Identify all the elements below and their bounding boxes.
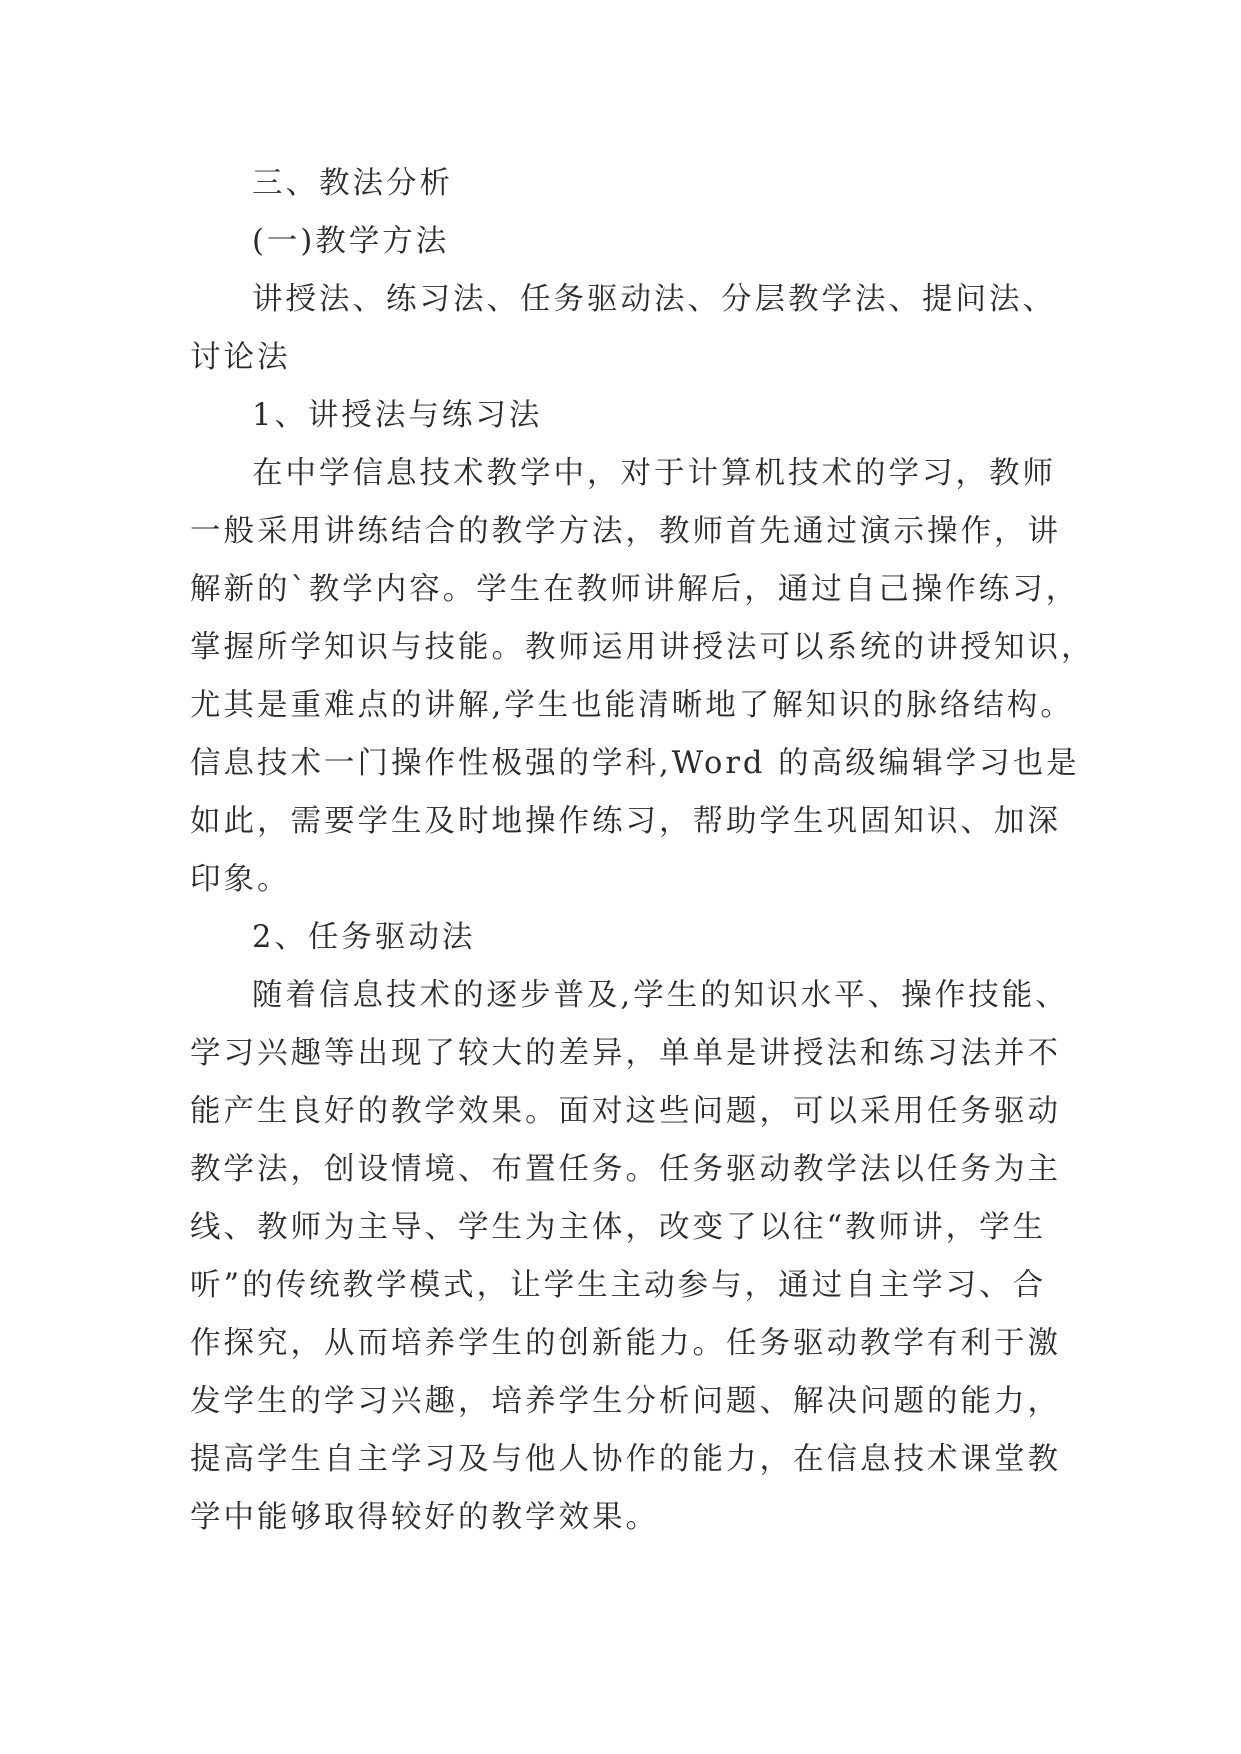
item2-heading: 2、任务驱动法 xyxy=(252,920,476,955)
paragraph-line: 学习兴趣等出现了较大的差异，单单是讲授法和练习法并不 xyxy=(190,1036,1061,1071)
paragraph-line: 解新的`教学内容。学生在教师讲解后，通过自己操作练习， xyxy=(190,572,1080,607)
paragraph-line: 提高学生自主学习及与他人协作的能力，在信息技术课堂教 xyxy=(190,1442,1061,1477)
paragraph-line: 尤其是重难点的讲解,学生也能清晰地了解知识的脉络结构。 xyxy=(190,688,1074,723)
subsection-heading: (一)教学方法 xyxy=(252,224,450,259)
paragraph-line: 发学生的学习兴趣，培养学生分析问题、解决问题的能力， xyxy=(190,1384,1061,1419)
paragraph-line: 讨论法 xyxy=(190,340,291,375)
paragraph-line: 如此，需要学生及时地操作练习，帮助学生巩固知识、加深 xyxy=(190,804,1061,839)
paragraph-line: 在中学信息技术教学中，对于计算机技术的学习，教师 xyxy=(252,456,1056,491)
item1-heading: 1、讲授法与练习法 xyxy=(252,398,543,433)
paragraph-line: 教学法，创设情境、布置任务。任务驱动教学法以任务为主 xyxy=(190,1152,1061,1187)
paragraph-line: 线、教师为主导、学生为主体，改变了以往“教师讲，学生 xyxy=(190,1210,1047,1245)
methods-paragraph xyxy=(190,271,1070,387)
paragraph-line: 学中能够取得较好的教学效果。 xyxy=(190,1500,659,1535)
paragraph-line: 一般采用讲练结合的教学方法，教师首先通过演示操作，讲 xyxy=(190,514,1061,549)
section-heading: 三、教法分析 xyxy=(252,166,453,201)
paragraph-line: 讲授法、练习法、任务驱动法、分层教学法、提问法、 xyxy=(252,282,1056,317)
paragraph-line: 印象。 xyxy=(190,862,291,897)
paragraph-line: 随着信息技术的逐步普及,学生的知识水平、操作技能、 xyxy=(252,978,1069,1013)
item1-paragraph xyxy=(190,445,1095,909)
document-body xyxy=(190,155,1095,1547)
paragraph-line: 作探究，从而培养学生的创新能力。任务驱动教学有利于激 xyxy=(190,1326,1061,1361)
item2-paragraph xyxy=(190,967,1070,1547)
paragraph-line: 听”的传统教学模式，让学生主动参与，通过自主学习、合 xyxy=(190,1268,1047,1303)
paragraph-line: 信息技术一门操作性极强的学科,Word 的高级编辑学习也是 xyxy=(190,746,1080,781)
paragraph-line: 掌握所学知识与技能。教师运用讲授法可以系统的讲授知识， xyxy=(190,630,1095,665)
paragraph-line: 能产生良好的教学效果。面对这些问题，可以采用任务驱动 xyxy=(190,1094,1061,1129)
